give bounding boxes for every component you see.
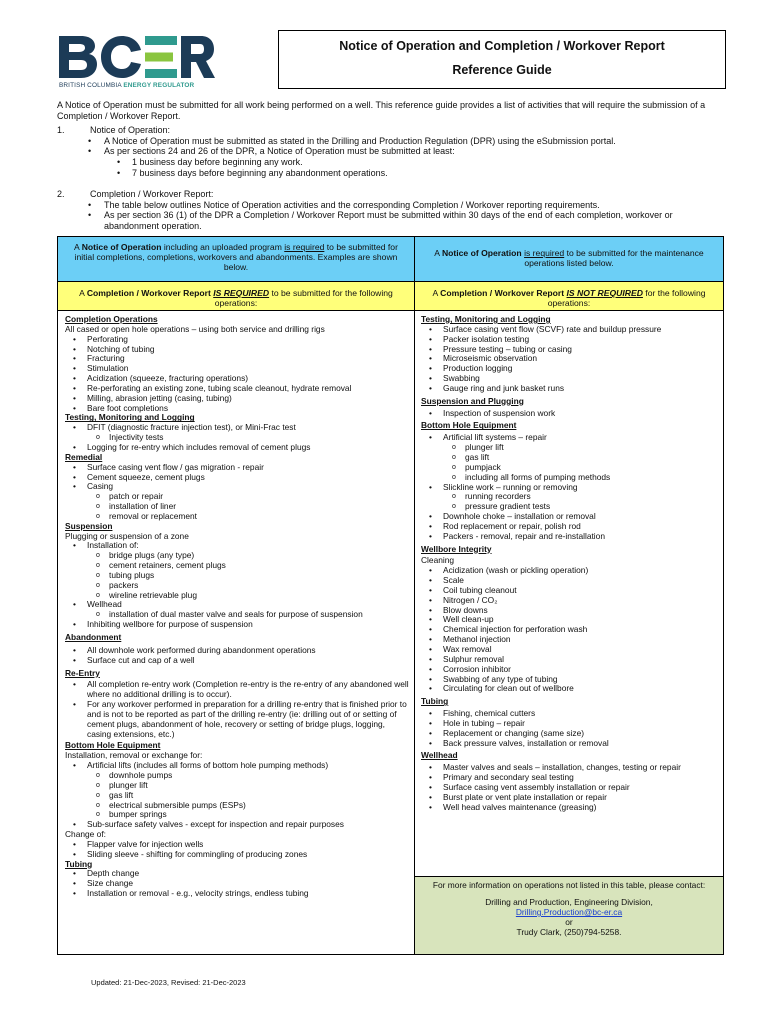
list-item: • Downhole choke – installation or removal — [421, 512, 719, 522]
contact-person: Trudy Clark, (250)794-5258. — [516, 927, 622, 937]
section-intro: Cleaning — [421, 555, 455, 566]
list-item: • Artificial lifts (includes all forms of bottom hole pumping methods) o downhole pumps o plunger lift o gas lift o electrical submersible pumps (ESPs) o bumper springs — [65, 761, 410, 820]
list-item: • Fishing, chemical cutters — [421, 709, 719, 719]
list-item: • Casing o patch or repair o installation of liner o removal or replacement — [65, 482, 410, 521]
updated-date: Updated: 21-Dec-2023, Revised: 21-Dec-2023 — [91, 978, 246, 987]
list-item: • Milling, abrasion jetting (casing, tubing) — [65, 394, 410, 404]
list-item: • Well head valves maintenance (greasing) — [421, 803, 719, 813]
contact-or: or — [565, 917, 573, 927]
list-item: • Hole in tubing – repair — [421, 719, 719, 729]
left-notice-header: A Notice of Operation including an uploaded program is required to be submitted for initial completions, completions, workovers and abandonments. Examples are shown below. — [58, 237, 414, 281]
tubing-list — [65, 869, 410, 899]
title-line-2: Reference Guide — [452, 63, 552, 77]
list-item: o electrical submersible pumps (ESPs) — [93, 801, 410, 811]
list-item: o including all forms of pumping methods — [449, 473, 719, 483]
list-item: • Artificial lift systems – repair o plunger lift o gas lift o pumpjack o including all forms of pumping methods — [421, 433, 719, 482]
section-heading: Re-Entry — [65, 667, 100, 678]
list-item: • As per section 36 (1) of the DPR a Completion / Workover Report must be submitted within 30 days of the end of each completion, workover or abandonment operation. — [90, 210, 722, 231]
list-item: o pressure gradient tests — [449, 502, 719, 512]
list-item: • Flapper valve for injection wells — [65, 840, 410, 850]
section-heading: Bottom Hole Equipment — [421, 420, 517, 431]
list-item: • Production logging — [421, 364, 719, 374]
list-item: • Sub-surface safety valves - except for inspection and repair purposes — [65, 820, 410, 830]
tubing-list — [421, 709, 719, 748]
list-item: • Blow downs — [421, 606, 719, 616]
section-intro: All cased or open hole operations – using both service and drilling rigs — [65, 323, 325, 334]
list-item: • As per sections 24 and 26 of the DPR, a Notice of Operation must be submitted at least: • 1 business day before beginning any work. • 7 business days before beginning any abandonment operations. — [90, 146, 722, 178]
abandonment-list — [65, 646, 410, 666]
list-item: • Installation of: o bridge plugs (any type) o cement retainers, cement plugs o tubing plugs o packers o wireline retrievable plug — [65, 541, 410, 600]
section-heading: Wellbore Integrity — [421, 543, 492, 554]
testing-list — [421, 325, 719, 394]
section-2-title: Completion / Workover Report: — [90, 189, 214, 200]
bcer-logo-mark — [57, 34, 215, 80]
section-intro: Change of: — [65, 829, 106, 840]
contact-email-link[interactable]: Drilling.Production@bc-er.ca — [515, 907, 623, 917]
remedial-list — [65, 463, 410, 522]
bhe-list — [65, 761, 410, 830]
list-item: • Cement squeeze, cement plugs — [65, 473, 410, 483]
list-item: • The table below outlines Notice of Operation activities and the corresponding Completion / Workover reporting requirements. — [90, 200, 722, 211]
list-item: • 1 business day before beginning any work. — [118, 157, 722, 168]
list-item: • Installation or removal - e.g., velocity strings, endless tubing — [65, 889, 410, 899]
list-item: • Surface casing vent assembly installation or repair — [421, 783, 719, 793]
change-list — [65, 840, 410, 860]
list-item: • Inhibiting wellbore for purpose of suspension — [65, 620, 410, 630]
list-item: • Well clean-up — [421, 615, 719, 625]
list-item: • Surface cut and cap of a well — [65, 656, 410, 666]
list-item: • A Notice of Operation must be submitted as stated in the Drilling and Production Regulation (DPR) using the eSubmission portal. — [90, 136, 722, 147]
reentry-list — [65, 680, 410, 739]
section-heading: Remedial — [65, 451, 103, 462]
list-item: • Surface casing vent flow / gas migration - repair — [65, 463, 410, 473]
list-item: • Corrosion inhibitor — [421, 665, 719, 675]
document-title — [278, 30, 726, 89]
section-heading: Completion Operations — [65, 314, 158, 324]
list-item: • Wellhead o installation of dual master valve and seals for purpose of suspension — [65, 600, 410, 620]
list-item: • Wax removal — [421, 645, 719, 655]
section-1-title: Notice of Operation: — [90, 125, 171, 136]
operations-table — [57, 236, 724, 955]
list-item: o gas lift — [449, 453, 719, 463]
list-item: o bridge plugs (any type) — [93, 551, 410, 561]
list-item: o wireline retrievable plug — [93, 591, 410, 601]
list-item: o patch or repair — [93, 492, 410, 502]
list-item: • Methanol injection — [421, 635, 719, 645]
intro-paragraph: A Notice of Operation must be submitted for all work being performed on a well. This reference guide provides a list of activities that will require the submission of a Completion / Workover Report. — [57, 100, 706, 121]
column-divider — [414, 237, 415, 954]
list-item: o packers — [93, 581, 410, 591]
section-heading: Wellhead — [421, 750, 458, 761]
bhe-list — [421, 433, 719, 541]
list-item: o removal or replacement — [93, 512, 410, 522]
contact-box — [415, 877, 723, 954]
list-item: • Slickline work – running or removing o running recorders o pressure gradient tests — [421, 483, 719, 513]
section-intro: Installation, removal or exchange for: — [65, 750, 203, 761]
list-item: • Scale — [421, 576, 719, 586]
list-item: • Rod replacement or repair, polish rod — [421, 522, 719, 532]
wellhead-list — [421, 763, 719, 812]
suspension-list — [421, 409, 719, 419]
section-completion-report: 2. Completion / Workover Report: — [57, 189, 214, 200]
list-item: o downhole pumps — [93, 771, 410, 781]
cleaning-list — [421, 566, 719, 694]
list-item: • DFIT (diagnostic fracture injection test), or Mini-Frac test o Injectivity tests — [65, 423, 410, 443]
section-heading: Abandonment — [65, 632, 122, 642]
list-item: o Injectivity tests — [93, 433, 410, 443]
list-item: • 7 business days before beginning any abandonment operations. — [118, 168, 722, 179]
right-report-not-required-header: A Completion / Workover Report IS NOT REQUIRED for the following operations: — [415, 282, 723, 310]
list-item: • Perforating — [65, 335, 410, 345]
list-item: • Swabbing — [421, 374, 719, 384]
list-item: o bumper springs — [93, 810, 410, 820]
section-heading: Tubing — [65, 858, 93, 869]
right-notice-header: A Notice of Operation is required to be submitted for the maintenance operations listed below. — [415, 237, 723, 281]
list-item: • Surface casing vent flow (SCVF) rate and buildup pressure — [421, 325, 719, 335]
list-item: o cement retainers, cement plugs — [93, 561, 410, 571]
list-item: • Coil tubing cleanout — [421, 586, 719, 596]
list-item: • Stimulation — [65, 364, 410, 374]
list-item: • Chemical injection for perforation wash — [421, 625, 719, 635]
list-item: • Burst plate or vent plate installation or repair — [421, 793, 719, 803]
list-item: • All completion re-entry work (Completion re-entry is the re-entry of any abandoned well where no additional drilling is to occur). — [65, 680, 410, 700]
section-heading: Testing, Monitoring and Logging — [65, 412, 195, 423]
list-item: • Nitrogen / CO₂ — [421, 596, 719, 606]
list-item: • Sulphur removal — [421, 655, 719, 665]
section-notice-of-operation: 1. Notice of Operation: — [57, 125, 171, 136]
list-item: o gas lift — [93, 791, 410, 801]
list-item: o plunger lift — [93, 781, 410, 791]
bcer-logo — [57, 34, 217, 94]
contact-division: Drilling and Production, Engineering Division, — [485, 897, 653, 907]
right-column — [421, 315, 719, 813]
testing-list — [65, 423, 410, 453]
list-item: • Gauge ring and junk basket runs — [421, 384, 719, 394]
contact-intro: For more information on operations not listed in this table, please contact: — [432, 880, 706, 890]
list-item: • Inspection of suspension work — [421, 409, 719, 419]
completion-list — [65, 335, 410, 414]
list-item: • Bare foot completions — [65, 404, 410, 414]
list-item: • Microseismic observation — [421, 354, 719, 364]
list-item: • Primary and secondary seal testing — [421, 773, 719, 783]
list-item: • Depth change — [65, 869, 410, 879]
left-column — [65, 315, 410, 899]
list-item: • Circulating for clean out of wellbore — [421, 684, 719, 694]
section-heading: Testing, Monitoring and Logging — [421, 314, 551, 324]
section-heading: Bottom Hole Equipment — [65, 740, 161, 751]
list-item: o plunger lift — [449, 443, 719, 453]
section-1-list — [57, 136, 722, 178]
list-item: • Logging for re-entry which includes removal of cement plugs — [65, 443, 410, 453]
list-item: • For any workover performed in preparation for a drilling re-entry that is finished prior to and is not to be reported as part of the drilling re-entry (ie: drilling out of or setting of cement plugs, abandonment of hole, recovery or setting of bridge plugs, logging, casing extensions, etc.) — [65, 700, 410, 739]
list-item: • Acidization (wash or pickling operation) — [421, 566, 719, 576]
section-heading: Suspension and Plugging — [421, 395, 524, 406]
list-item: o installation of dual master valve and seals for purpose of suspension — [93, 610, 410, 620]
list-item: • Back pressure valves, installation or removal — [421, 739, 719, 749]
list-item: o pumpjack — [449, 463, 719, 473]
list-item: • Re-perforating an existing zone, tubing scale cleanout, hydrate removal — [65, 384, 410, 394]
list-item: • Swabbing of any type of tubing — [421, 675, 719, 685]
list-item: o installation of liner — [93, 502, 410, 512]
logo-subtitle: BRITISH COLUMBIA ENERGY REGULATOR — [59, 82, 195, 89]
list-item: • Fracturing — [65, 354, 410, 364]
section-intro: Plugging or suspension of a zone — [65, 530, 189, 541]
suspension-list — [65, 541, 410, 630]
list-item: • Packer isolation testing — [421, 335, 719, 345]
title-line-1: Notice of Operation and Completion / Workover Report — [339, 39, 665, 53]
list-item: • Packers - removal, repair and re-installation — [421, 532, 719, 542]
list-item: • Sliding sleeve - shifting for commingling of producing zones — [65, 850, 410, 860]
intro-section — [57, 100, 722, 232]
list-item: • All downhole work performed during abandonment operations — [65, 646, 410, 656]
list-item: • Size change — [65, 879, 410, 889]
list-item: • Pressure testing – tubing or casing — [421, 345, 719, 355]
left-report-required-header: A Completion / Workover Report IS REQUIRED to be submitted for the following operations: — [58, 282, 414, 310]
list-item: o running recorders — [449, 492, 719, 502]
section-heading: Suspension — [65, 520, 113, 531]
divider — [58, 310, 723, 311]
list-item: • Acidization (squeeze, fracturing operations) — [65, 374, 410, 384]
list-item: • Replacement or changing (same size) — [421, 729, 719, 739]
list-item: o tubing plugs — [93, 571, 410, 581]
list-item: • Master valves and seals – installation, changes, testing or repair — [421, 763, 719, 773]
section-2-list — [57, 200, 722, 232]
section-heading: Tubing — [421, 696, 449, 707]
list-item: • Notching of tubing — [65, 345, 410, 355]
